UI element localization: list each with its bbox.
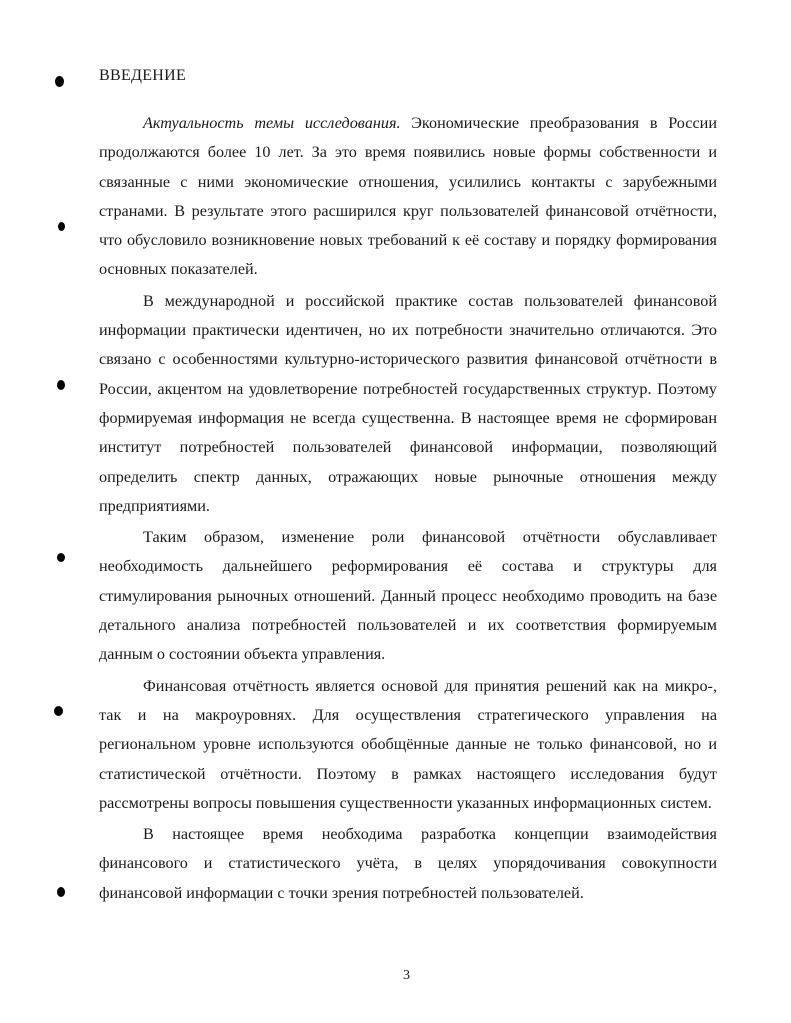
binding-hole-mark — [57, 887, 65, 897]
binding-hole-mark — [57, 380, 65, 390]
page-title: ВВЕДЕНИЕ — [99, 67, 187, 84]
paragraph-lead-italic: Актуальность темы исследования. — [143, 114, 401, 132]
binding-hole-mark — [54, 706, 63, 716]
paragraph-concept-need: В настоящее время необходима разработка концепции взаимодействия финансового и статистического учёта, в целях упорядочивания совокупности финансовой информации с точки зрения потребностей пользователей. — [99, 825, 717, 902]
paragraph-international-practice: В международной и российской практике состав пользователей финансовой информации практически идентичен, но их потребности значительно отличаются. Это связано с особенностями культурно-исторического развития финансовой отчётности в России, акцентом на удовлетворение потребностей государственных структур. Поэтому формируемая информация не всегда существенна. В настоящее время не сформирован институт потребностей пользователей финансовой информации, позволяющий определить спектр данных, отражающих новые рыночные отношения между предприятиями. — [99, 291, 717, 515]
paragraph-role-change: Таким образом, изменение роли финансовой отчётности обуславливает необходимость дальнейшего реформирования её состава и структуры для стимулирования рыночных отношений. Данный процесс необходимо проводить на базе детального анализа потребностей пользователей и их соответствия формируемым данным о состоянии объекта управления. — [99, 528, 717, 664]
page-number: 3 — [403, 968, 410, 983]
paragraph-text: Экономические преобразования в России продолжаются более 10 лет. За это время появились новые формы собственности и связанные с ними экономические отношения, усилились контакты с зарубежными странами. В результате этого расширился круг пользователей финансовой отчётности, что обусловило возникновение новых требований к её составу и порядку формирования основных показателей. — [99, 114, 717, 279]
binding-hole-mark — [58, 222, 65, 231]
body-text — [99, 109, 717, 910]
paragraph-relevance — [99, 109, 717, 285]
paragraph-decision-basis: Финансовая отчётность является основой для принятия решений как на микро-, так и на макроуровнях. Для осуществления стратегического управления на региональном уровне используются обобщённые данные не только финансовой, но и статистической отчётности. Поэтому в рамках настоящего исследования будут рассмотрены вопросы повышения существенности указанных информационных систем. — [99, 676, 717, 812]
binding-hole-mark — [57, 553, 65, 562]
binding-hole-mark — [55, 76, 64, 87]
